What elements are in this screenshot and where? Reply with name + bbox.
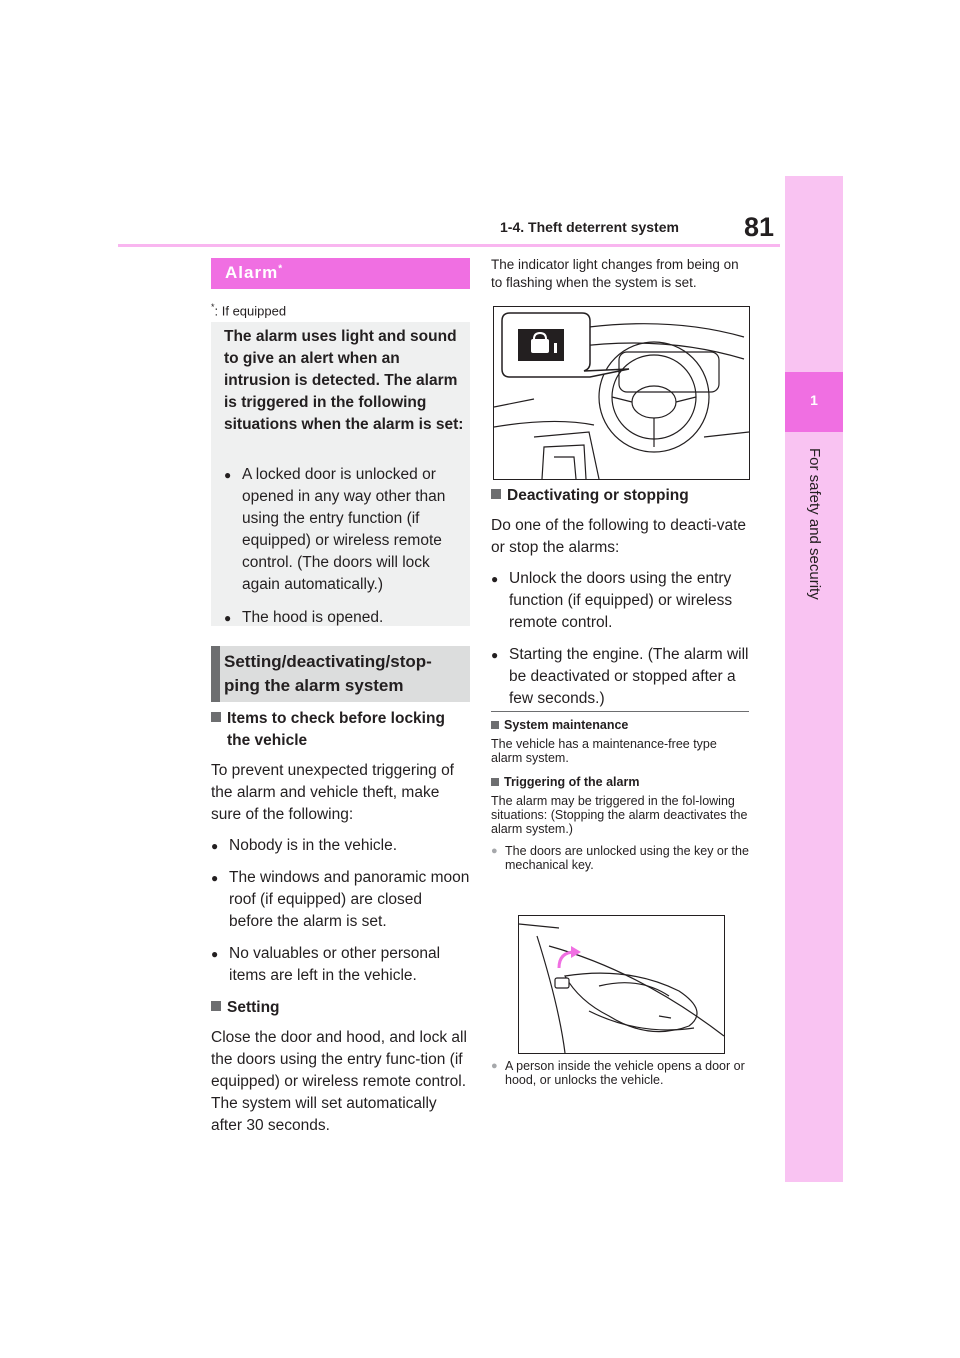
- square-bullet-icon: [491, 778, 499, 786]
- header-rule: [118, 244, 780, 247]
- alarm-title: Alarm*: [225, 263, 284, 282]
- notes-block: [491, 718, 749, 872]
- check-text: To prevent unexpected triggering of the alarm and vehicle theft, make sure of the following:: [211, 762, 454, 823]
- list-item: ● Unlock the doors using the entry function (if equipped) or wireless remote control.: [491, 568, 749, 634]
- triggering-list-2: [491, 1059, 749, 1087]
- list-item: ● The doors are unlocked using the key or the mechanical key.: [491, 844, 749, 872]
- setting-title: Setting: [211, 997, 470, 1019]
- chapter-number: 1: [810, 392, 818, 408]
- side-tab: [785, 176, 843, 1182]
- deactivate-list: [491, 568, 749, 710]
- alarm-intro: The alarm uses light and sound to give an alert when an intrusion is detected. The alarm is triggered in the following situations when the alarm is set:: [224, 328, 464, 433]
- page-number: 81: [744, 212, 775, 242]
- square-bullet-icon: [211, 1001, 221, 1011]
- callout-bubble: [502, 313, 629, 377]
- footnote: *: If equipped: [211, 302, 287, 319]
- indicator-text: The indicator light changes from being on to flashing when the system is set.: [491, 257, 739, 290]
- deactivate-text: Do one of the following to deacti-vate or stop the alarms:: [491, 517, 747, 556]
- deactivate-block: [491, 485, 749, 720]
- square-bullet-icon: [491, 721, 499, 729]
- deactivate-title: Deactivating or stopping: [491, 485, 749, 507]
- list-item: ● The windows and panoramic moon roof (if equipped) are closed before the alarm is set.: [211, 867, 470, 933]
- square-bullet-icon: [211, 712, 221, 722]
- notes-divider: [491, 711, 749, 712]
- trigger-list: [224, 464, 464, 640]
- dashboard-figure: [493, 306, 750, 480]
- list-item: ● A person inside the vehicle opens a door or hood, or unlocks the vehicle.: [491, 1059, 749, 1087]
- section-title: 1-4. Theft deterrent system: [500, 219, 679, 235]
- section-heading: Setting/deactivating/stop-ping the alarm system: [224, 652, 432, 695]
- check-list: [211, 835, 470, 987]
- maintenance-text: The vehicle has a maintenance-free type alarm system.: [491, 737, 717, 765]
- square-bullet-icon: [491, 489, 501, 499]
- triggering-text: The alarm may be triggered in the fol-lowing situations: (Stopping the alarm deactivates the alarm system.): [491, 794, 748, 836]
- check-block: [211, 708, 470, 1137]
- list-item: ● A locked door is unlocked or opened in any way other than using the entry function (if equipped) or wireless remote control. (The doors will lock again automatically.): [224, 464, 464, 596]
- list-item: ● Starting the engine. (The alarm will be deactivated or stopped after a few seconds.): [491, 644, 749, 710]
- list-item: ● Nobody is in the vehicle.: [211, 835, 470, 857]
- dashboard-illustration: [494, 307, 749, 479]
- list-item: ● The hood is opened.: [224, 607, 464, 629]
- list-item: ● No valuables or other personal items are left in the vehicle.: [211, 943, 470, 987]
- maintenance-title: System maintenance: [491, 718, 749, 732]
- section-heading-accent: [211, 646, 220, 702]
- triggering-list-1: [491, 844, 749, 872]
- chapter-label: For safety and security: [806, 448, 823, 600]
- check-title: Items to check before locking the vehicle: [211, 708, 470, 752]
- door-handle-illustration: [519, 916, 724, 1053]
- triggering-title: Triggering of the alarm: [491, 775, 749, 789]
- setting-text: Close the door and hood, and lock all the doors using the entry func-tion (if equipped) or wireless remote control. The system will set automatically after 30 seconds.: [211, 1029, 467, 1134]
- door-handle-figure: [518, 915, 725, 1054]
